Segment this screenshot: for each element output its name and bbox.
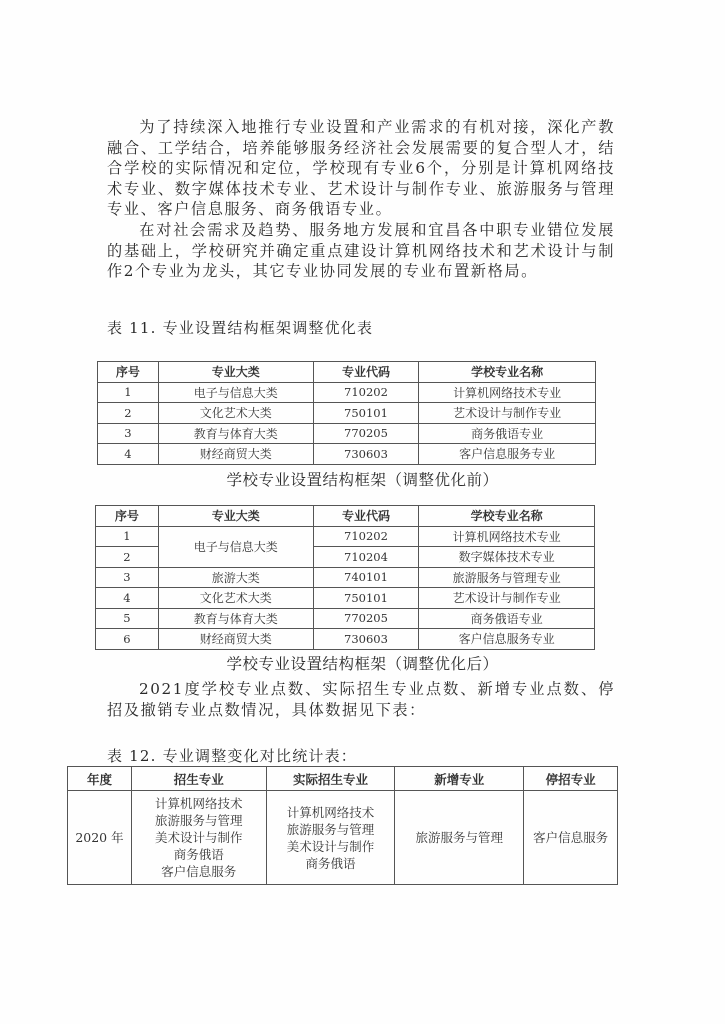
paragraph-intro: [107, 117, 615, 220]
cell-index: 3: [98, 423, 159, 444]
cell-category: 文化艺术大类: [158, 588, 313, 609]
cell-category: 电子与信息大类: [158, 382, 313, 403]
cell-major-name: 艺术设计与制作专业: [419, 588, 595, 609]
cell-code: 710202: [313, 382, 419, 403]
header-code: 专业代码: [313, 362, 419, 383]
table-row: [98, 403, 596, 424]
table-before-optimization: [97, 361, 596, 465]
actual-item: 旅游服务与管理: [286, 821, 375, 837]
enrolled-item: 美术设计与制作: [155, 830, 243, 845]
table-row: [96, 588, 595, 609]
table-row: [96, 608, 595, 629]
cell-index: 4: [98, 444, 159, 465]
header-enrolled: 招生专业: [131, 767, 266, 791]
header-index: 序号: [96, 506, 159, 527]
header-code: 专业代码: [313, 506, 419, 527]
cell-major-name: 客户信息服务专业: [419, 629, 595, 650]
table-major-adjustment: [67, 766, 618, 885]
enrolled-item: 商务俄语: [173, 847, 224, 862]
table-header-row: [98, 362, 596, 383]
table-before-subtitle: 学校专业设置结构框架（调整优化前）: [226, 471, 499, 489]
header-year: 年度: [68, 767, 132, 791]
table-after-subtitle: 学校专业设置结构框架（调整优化后）: [226, 655, 499, 673]
cell-index: 6: [96, 629, 159, 650]
cell-stopped: 客户信息服务: [524, 791, 618, 885]
paragraph-intro-text: 为了持续深入地推行专业设置和产业需求的有机对接，深化产教融合、工学结合，培养能够服务经济社会发展需要的复合型人才，结合学校的实际情况和定位，学校现有专业6个，分别是计算机网络技术专业、数字媒体技术专业、艺术设计与制作专业、旅游服务与管理专业、客户信息服务、商务俄语专业。: [107, 118, 615, 219]
cell-major-name: 艺术设计与制作专业: [419, 403, 596, 424]
cell-code: 750101: [313, 403, 419, 424]
actual-item: 商务俄语: [305, 855, 356, 871]
table-row: [96, 526, 595, 547]
actual-item: 计算机网络技术: [286, 804, 375, 820]
header-category: 专业大类: [158, 362, 313, 383]
cell-code: 710202: [313, 526, 419, 547]
enrolled-item: 旅游服务与管理: [155, 813, 243, 828]
cell-code: 750101: [313, 588, 419, 609]
paragraph-2021-summary: [107, 679, 615, 720]
cell-major-name: 计算机网络技术专业: [419, 526, 595, 547]
enrolled-item: 计算机网络技术: [155, 796, 243, 811]
table-row: [98, 423, 596, 444]
table-row: [98, 382, 596, 403]
cell-enrolled: [131, 791, 266, 885]
header-category: 专业大类: [158, 506, 313, 527]
paragraph-strategy-text: 在对社会需求及趋势、服务地方发展和宜昌各中职专业错位发展的基础上，学校研究并确定重点建设计算机网络技术和艺术设计与制作2个专业为龙头，其它专业协同发展的专业布置新格局。: [107, 221, 615, 281]
cell-code: 710204: [313, 547, 419, 568]
cell-index: 2: [96, 547, 159, 568]
cell-major-name: 计算机网络技术专业: [419, 382, 596, 403]
cell-code: 730603: [313, 629, 419, 650]
cell-category: 文化艺术大类: [158, 403, 313, 424]
header-actual-enrolled: 实际招生专业: [266, 767, 395, 791]
header-new: 新增专业: [395, 767, 524, 791]
cell-category: 电子与信息大类: [158, 526, 313, 567]
cell-index: 5: [96, 608, 159, 629]
cell-code: 770205: [313, 608, 419, 629]
cell-major-name: 客户信息服务专业: [419, 444, 596, 465]
header-index: 序号: [98, 362, 159, 383]
cell-category: 财经商贸大类: [158, 629, 313, 650]
cell-actual-enrolled: [266, 791, 395, 885]
cell-major-name: 商务俄语专业: [419, 608, 595, 629]
cell-index: 3: [96, 567, 159, 588]
cell-category: 财经商贸大类: [158, 444, 313, 465]
header-stopped: 停招专业: [524, 767, 618, 791]
enrolled-item: 客户信息服务: [161, 864, 237, 879]
cell-code: 740101: [313, 567, 419, 588]
cell-code: 770205: [313, 423, 419, 444]
cell-major-name: 数字媒体技术专业: [419, 547, 595, 568]
cell-code: 730603: [313, 444, 419, 465]
cell-category: 旅游大类: [158, 567, 313, 588]
header-major-name: 学校专业名称: [419, 362, 596, 383]
cell-index: 1: [96, 526, 159, 547]
table-row: [98, 444, 596, 465]
cell-index: 2: [98, 403, 159, 424]
cell-year: 2020 年: [68, 791, 132, 885]
cell-new: 旅游服务与管理: [395, 791, 524, 885]
actual-item: 美术设计与制作: [286, 838, 375, 854]
paragraph-strategy: [107, 220, 615, 282]
cell-category: 教育与体育大类: [158, 423, 313, 444]
cell-major-name: 旅游服务与管理专业: [419, 567, 595, 588]
table-header-row: [96, 506, 595, 527]
cell-index: 4: [96, 588, 159, 609]
table-after-optimization: [95, 505, 595, 650]
table-12-caption: 表 12. 专业调整变化对比统计表：: [107, 747, 357, 765]
table-row: [96, 629, 595, 650]
cell-category: 教育与体育大类: [158, 608, 313, 629]
table-header-row: [68, 767, 618, 791]
table-row: [68, 791, 618, 885]
cell-major-name: 商务俄语专业: [419, 423, 596, 444]
table-11-caption: 表 11. 专业设置结构框架调整优化表: [107, 319, 374, 337]
header-major-name: 学校专业名称: [419, 506, 595, 527]
table-row: [96, 567, 595, 588]
cell-index: 1: [98, 382, 159, 403]
paragraph-2021-summary-text: 2021度学校专业点数、实际招生专业点数、新增专业点数、停招及撤销专业点数情况，具体数据见下表：: [107, 680, 615, 719]
